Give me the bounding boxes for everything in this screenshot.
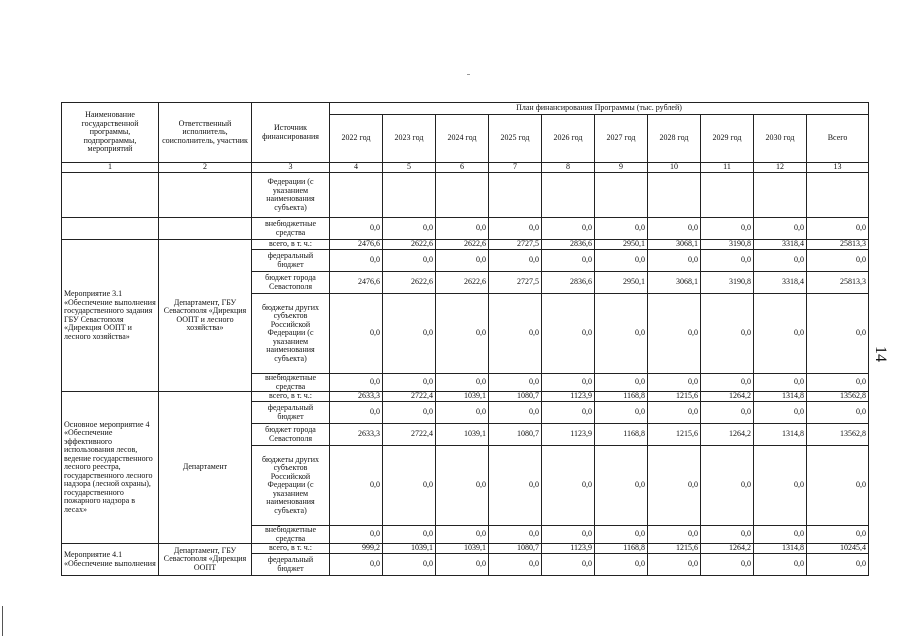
value-cell: 0,0: [383, 554, 436, 576]
value-cell: 1080,7: [489, 392, 542, 402]
value-cell: 0,0: [542, 250, 595, 272]
funding-source: всего, в т. ч.:: [252, 544, 330, 554]
value-cell: 0,0: [701, 446, 754, 526]
value-cell: 1314,8: [754, 424, 807, 446]
financing-table: [61, 102, 869, 576]
value-cell: 3318,4: [754, 240, 807, 250]
value-cell: 1039,1: [436, 544, 489, 554]
funding-source: бюджеты других субъектов Российской Федерации (с указанием наименования субъекта): [252, 446, 330, 526]
value-cell: 2622,6: [383, 240, 436, 250]
value-cell: 1123,9: [542, 392, 595, 402]
value-cell: 0,0: [754, 446, 807, 526]
value-cell: 0,0: [542, 554, 595, 576]
value-cell: 1264,2: [701, 544, 754, 554]
value-cell: 2950,1: [595, 240, 648, 250]
value-cell: 1123,9: [542, 424, 595, 446]
value-cell: 0,0: [701, 294, 754, 374]
value-cell: 0,0: [383, 250, 436, 272]
funding-source: федеральный бюджет: [252, 402, 330, 424]
value-cell: 1314,8: [754, 544, 807, 554]
value-cell: 0,0: [436, 554, 489, 576]
value-cell: 0,0: [489, 250, 542, 272]
value-cell: 0,0: [701, 526, 754, 544]
value-cell: 0,0: [595, 446, 648, 526]
value-cell: 1314,8: [754, 392, 807, 402]
value-cell: 0,0: [754, 402, 807, 424]
value-cell: 0,0: [330, 374, 383, 392]
value-cell: 0,0: [330, 554, 383, 576]
value-cell: 1039,1: [383, 544, 436, 554]
header-responsible: Ответственный исполнитель, соисполнитель, участник: [159, 103, 252, 163]
header-plan: План финансирования Программы (тыс. рублей): [330, 103, 869, 115]
value-cell: 0,0: [436, 374, 489, 392]
value-cell: 999,2: [330, 544, 383, 554]
header-year: 2022 год: [330, 115, 383, 163]
header-column-number: 8: [542, 163, 595, 173]
value-cell: 0,0: [648, 218, 701, 240]
value-cell: 1168,8: [595, 392, 648, 402]
value-cell: 1168,8: [595, 424, 648, 446]
value-cell: 3190,8: [701, 240, 754, 250]
value-cell: 1264,2: [701, 392, 754, 402]
funding-source: федеральный бюджет: [252, 554, 330, 576]
value-cell: 0,0: [648, 554, 701, 576]
value-cell: 13562,8: [807, 424, 869, 446]
header-column-number: 7: [489, 163, 542, 173]
value-cell: 0,0: [383, 402, 436, 424]
value-cell: 0,0: [807, 402, 869, 424]
value-cell: 25813,3: [807, 240, 869, 250]
value-cell: 0,0: [436, 526, 489, 544]
value-cell: 2950,1: [595, 272, 648, 294]
value-cell: 2633,3: [330, 424, 383, 446]
header-name: Наименование государственной программы, подпрограммы, мероприятий: [62, 103, 159, 163]
value-cell: 1039,1: [436, 392, 489, 402]
value-cell: 0,0: [542, 446, 595, 526]
value-cell: 0,0: [330, 526, 383, 544]
value-cell: 1215,6: [648, 544, 701, 554]
value-cell: 0,0: [383, 446, 436, 526]
value-cell: 0,0: [383, 526, 436, 544]
value-cell: 0,0: [383, 294, 436, 374]
value-cell: 0,0: [701, 554, 754, 576]
value-cell: 0,0: [807, 218, 869, 240]
value-cell: 3068,1: [648, 272, 701, 294]
header-column-number: 1: [62, 163, 159, 173]
value-cell: 0,0: [542, 526, 595, 544]
header-year: 2023 год: [383, 115, 436, 163]
value-cell: 0,0: [807, 554, 869, 576]
funding-source: бюджеты других субъектов Российской Федерации (с указанием наименования субъекта): [252, 294, 330, 374]
value-cell: 1123,9: [542, 544, 595, 554]
value-cell: 0,0: [489, 218, 542, 240]
value-cell: 0,0: [807, 294, 869, 374]
header-column-number: 10: [648, 163, 701, 173]
header-column-number: 12: [754, 163, 807, 173]
header-column-number: 2: [159, 163, 252, 173]
value-cell: 2622,6: [436, 272, 489, 294]
table-row: [62, 392, 869, 402]
value-cell: 0,0: [436, 294, 489, 374]
header-year: 2030 год: [754, 115, 807, 163]
scan-edge-mark: [2, 606, 3, 636]
header-column-number: 3: [252, 163, 330, 173]
value-cell: 2836,6: [542, 240, 595, 250]
value-cell: 0,0: [595, 294, 648, 374]
header-source: Источник финансирования: [252, 103, 330, 163]
scan-speck: [467, 74, 470, 75]
value-cell: 0,0: [648, 402, 701, 424]
value-cell: 2727,5: [489, 272, 542, 294]
value-cell: 0,0: [542, 294, 595, 374]
cont-name-cell: [62, 173, 159, 218]
cont-source-2: внебюджетные средства: [252, 218, 330, 240]
value-cell: 0,0: [648, 250, 701, 272]
value-cell: 2622,6: [383, 272, 436, 294]
value-cell: 2836,6: [542, 272, 595, 294]
value-cell: 0,0: [754, 554, 807, 576]
value-cell: 0,0: [807, 526, 869, 544]
cont-source: Федерации (с указанием наименования субъекта): [252, 173, 330, 218]
value-cell: 0,0: [436, 250, 489, 272]
header-year: 2026 год: [542, 115, 595, 163]
table-row: [62, 240, 869, 250]
header-column-number: 9: [595, 163, 648, 173]
funding-source: внебюджетные средства: [252, 374, 330, 392]
value-cell: 0,0: [542, 374, 595, 392]
value-cell: 0,0: [754, 250, 807, 272]
value-cell: 2722,4: [383, 424, 436, 446]
measure-name: Мероприятие 4.1 «Обеспечение выполнения: [62, 544, 159, 576]
measure-name: Основное мероприятие 4 «Обеспечение эффективного использования лесов, ведение государственного лесного реестра, государственного лесного надзора (лесной охраны), государственного пожарного надзора в лесах»: [62, 392, 159, 544]
funding-source: всего, в т. ч.:: [252, 392, 330, 402]
value-cell: 0,0: [648, 446, 701, 526]
value-cell: 0,0: [489, 526, 542, 544]
cont-resp-cell: [159, 173, 252, 218]
header-year: 2027 год: [595, 115, 648, 163]
value-cell: 0,0: [595, 526, 648, 544]
funding-source: бюджет города Севастополя: [252, 272, 330, 294]
value-cell: 2727,5: [489, 240, 542, 250]
value-cell: 25813,3: [807, 272, 869, 294]
responsible-executor: Департамент, ГБУ Севастополя «Дирекция ООПТ: [159, 544, 252, 576]
value-cell: 0,0: [542, 218, 595, 240]
value-cell: 1215,6: [648, 392, 701, 402]
value-cell: 0,0: [754, 294, 807, 374]
value-cell: 2476,6: [330, 240, 383, 250]
page-number: 14: [872, 346, 889, 362]
value-cell: 0,0: [648, 294, 701, 374]
funding-source: внебюджетные средства: [252, 526, 330, 544]
value-cell: 0,0: [754, 526, 807, 544]
header-column-number: 13: [807, 163, 869, 173]
value-cell: 1080,7: [489, 544, 542, 554]
header-year: Всего: [807, 115, 869, 163]
value-cell: 0,0: [595, 218, 648, 240]
value-cell: 0,0: [542, 402, 595, 424]
value-cell: 0,0: [648, 526, 701, 544]
value-cell: 10245,4: [807, 544, 869, 554]
value-cell: 3068,1: [648, 240, 701, 250]
value-cell: 0,0: [383, 218, 436, 240]
value-cell: 0,0: [807, 374, 869, 392]
value-cell: 0,0: [330, 250, 383, 272]
responsible-executor: Департамент, ГБУ Севастополя «Дирекция ООПТ и лесного хозяйства»: [159, 240, 252, 392]
value-cell: 0,0: [489, 446, 542, 526]
value-cell: 13562,8: [807, 392, 869, 402]
value-cell: 0,0: [489, 554, 542, 576]
value-cell: 0,0: [330, 402, 383, 424]
value-cell: 1039,1: [436, 424, 489, 446]
funding-source: федеральный бюджет: [252, 250, 330, 272]
funding-source: всего, в т. ч.:: [252, 240, 330, 250]
value-cell: 0,0: [436, 446, 489, 526]
value-cell: 0,0: [330, 218, 383, 240]
value-cell: 0,0: [595, 250, 648, 272]
value-cell: 0,0: [701, 218, 754, 240]
value-cell: 0,0: [701, 250, 754, 272]
header-column-number: 11: [701, 163, 754, 173]
value-cell: 0,0: [489, 374, 542, 392]
value-cell: 0,0: [754, 374, 807, 392]
value-cell: 0,0: [330, 294, 383, 374]
value-cell: 1264,2: [701, 424, 754, 446]
value-cell: 1168,8: [595, 544, 648, 554]
value-cell: 0,0: [595, 374, 648, 392]
value-cell: 2633,3: [330, 392, 383, 402]
value-cell: 0,0: [754, 218, 807, 240]
value-cell: 2476,6: [330, 272, 383, 294]
header-year: 2024 год: [436, 115, 489, 163]
funding-source: бюджет города Севастополя: [252, 424, 330, 446]
value-cell: 0,0: [436, 218, 489, 240]
value-cell: 0,0: [330, 446, 383, 526]
value-cell: 1215,6: [648, 424, 701, 446]
table-row: [62, 544, 869, 554]
responsible-executor: Департамент: [159, 392, 252, 544]
value-cell: 0,0: [436, 402, 489, 424]
header-column-number: 4: [330, 163, 383, 173]
value-cell: 3190,8: [701, 272, 754, 294]
value-cell: 2622,6: [436, 240, 489, 250]
header-column-number: 5: [383, 163, 436, 173]
header-column-number: 6: [436, 163, 489, 173]
value-cell: 0,0: [489, 402, 542, 424]
header-year: 2029 год: [701, 115, 754, 163]
value-cell: 0,0: [489, 294, 542, 374]
value-cell: 1080,7: [489, 424, 542, 446]
header-year: 2028 год: [648, 115, 701, 163]
value-cell: 0,0: [807, 250, 869, 272]
value-cell: 2722,4: [383, 392, 436, 402]
value-cell: 0,0: [383, 374, 436, 392]
value-cell: 0,0: [648, 374, 701, 392]
header-year: 2025 год: [489, 115, 542, 163]
value-cell: 0,0: [595, 554, 648, 576]
value-cell: 0,0: [807, 446, 869, 526]
value-cell: 3318,4: [754, 272, 807, 294]
value-cell: 0,0: [701, 374, 754, 392]
measure-name: Мероприятие 3.1 «Обеспечение выполнения государственного задания ГБУ Севастополя «Дирекция ООПТ и лесного хозяйства»: [62, 240, 159, 392]
value-cell: 0,0: [701, 402, 754, 424]
value-cell: 0,0: [595, 402, 648, 424]
